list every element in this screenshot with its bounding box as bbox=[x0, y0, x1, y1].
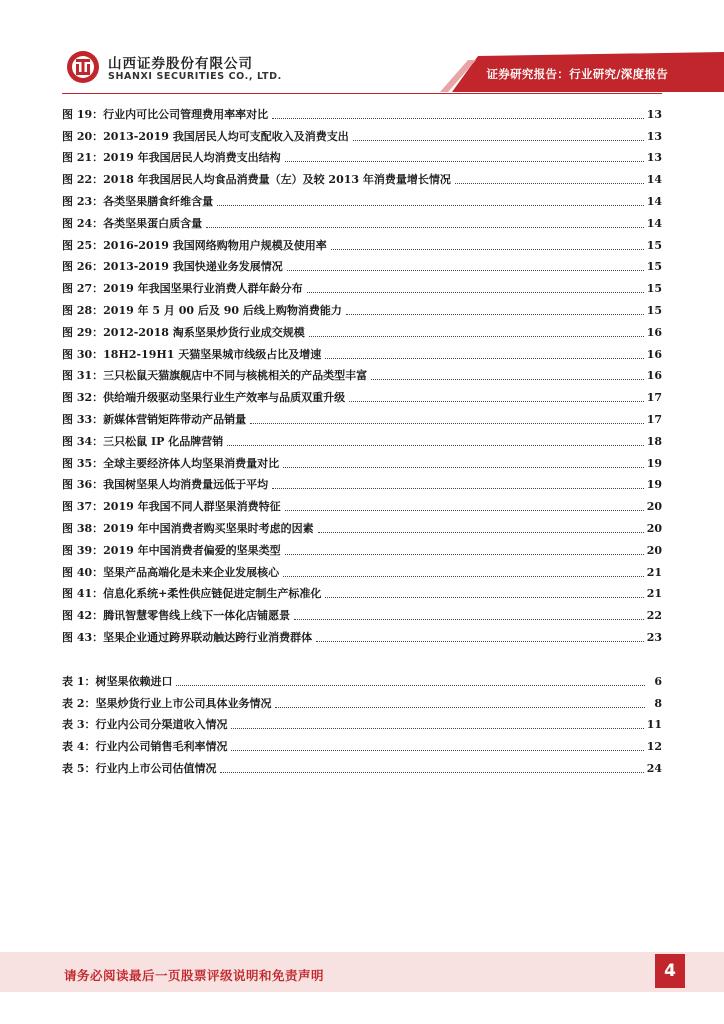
toc-page-number: 15 bbox=[646, 260, 662, 274]
toc-page-number: 13 bbox=[646, 107, 662, 121]
table-toc-entry[interactable] bbox=[62, 711, 662, 733]
toc-entry-title: 图 37：2019 年我国不同人群坚果消费特征 bbox=[62, 500, 281, 514]
figure-toc-entry[interactable] bbox=[62, 383, 662, 405]
toc-leader-dots bbox=[220, 772, 643, 773]
toc-leader-dots bbox=[206, 227, 644, 228]
figure-toc-entry[interactable] bbox=[62, 165, 662, 187]
toc-page-number: 24 bbox=[646, 761, 662, 775]
toc-page-number: 14 bbox=[646, 194, 662, 208]
toc-entry-title: 表 4：行业内公司销售毛利率情况 bbox=[62, 740, 228, 754]
toc-leader-dots bbox=[285, 161, 644, 162]
figure-toc-entry[interactable] bbox=[62, 514, 662, 536]
toc-page-number: 22 bbox=[646, 609, 662, 623]
toc-entry-title: 表 3：行业内公司分渠道收入情况 bbox=[62, 718, 228, 732]
toc-page-number: 15 bbox=[646, 303, 662, 317]
toc-page-number: 15 bbox=[646, 238, 662, 252]
toc-page-number: 19 bbox=[646, 478, 662, 492]
toc-entry-title: 图 29：2012-2018 淘系坚果炒货行业成交规模 bbox=[62, 325, 305, 339]
toc-leader-dots bbox=[272, 118, 644, 119]
toc-entry-title: 图 28：2019 年 5 月 00 后及 90 后线上购物消费能力 bbox=[62, 303, 342, 317]
company-name-en: SHANXI SECURITIES CO., LTD. bbox=[108, 71, 282, 82]
toc-leader-dots bbox=[283, 576, 644, 577]
toc-page-number: 16 bbox=[646, 347, 662, 361]
toc-entry-title: 图 27：2019 年我国坚果行业消费人群年龄分布 bbox=[62, 282, 303, 296]
toc-entry-title: 图 22：2018 年我国居民人均食品消费量（左）及较 2013 年消费量增长情况 bbox=[62, 173, 451, 187]
toc-leader-dots bbox=[316, 641, 644, 642]
toc-leader-dots bbox=[285, 554, 644, 555]
figure-toc-entry[interactable] bbox=[62, 187, 662, 209]
figure-toc-entry[interactable] bbox=[62, 536, 662, 558]
toc-leader-dots bbox=[455, 183, 644, 184]
toc-leader-dots bbox=[250, 423, 644, 424]
toc-entry-title: 图 39：2019 年中国消费者偏爱的坚果类型 bbox=[62, 543, 281, 557]
toc-page-number: 21 bbox=[646, 587, 662, 601]
toc-entry-title: 图 34：三只松鼠 IP 化品牌营销 bbox=[62, 434, 224, 448]
toc-page-number: 18 bbox=[646, 434, 662, 448]
toc-page-number: 12 bbox=[646, 740, 662, 754]
table-toc-entry[interactable] bbox=[62, 732, 662, 754]
toc-entry-title: 图 26：2013-2019 我国快递业务发展情况 bbox=[62, 260, 283, 274]
toc-entry-title: 图 24：各类坚果蛋白质含量 bbox=[62, 216, 203, 230]
toc-leader-dots bbox=[309, 336, 644, 337]
toc-entry-title: 图 25：2016-2019 我国网络购物用户规模及使用率 bbox=[62, 238, 327, 252]
toc-leader-dots bbox=[371, 379, 644, 380]
toc-leader-dots bbox=[331, 249, 644, 250]
toc-entry-title: 表 1：树坚果依赖进口 bbox=[62, 674, 173, 688]
table-toc-list bbox=[62, 667, 662, 776]
toc-entry-title: 图 23：各类坚果膳食纤维含量 bbox=[62, 194, 214, 208]
figure-toc-entry[interactable] bbox=[62, 122, 662, 144]
toc-leader-dots bbox=[231, 728, 643, 729]
toc-entry-title: 图 35：全球主要经济体人均坚果消费量对比 bbox=[62, 456, 280, 470]
figure-toc-entry[interactable] bbox=[62, 580, 662, 602]
figure-toc-entry[interactable] bbox=[62, 231, 662, 253]
toc-page-number: 20 bbox=[646, 521, 662, 535]
toc-page-number: 6 bbox=[654, 674, 662, 688]
toc-entry-title: 表 5：行业内上市公司估值情况 bbox=[62, 761, 217, 775]
figure-toc-entry[interactable] bbox=[62, 427, 662, 449]
toc-entry-title: 图 32：供给端升级驱动坚果行业生产效率与品质双重升级 bbox=[62, 391, 346, 405]
toc-page-number: 23 bbox=[646, 630, 662, 644]
figure-toc-entry[interactable] bbox=[62, 405, 662, 427]
toc-leader-dots bbox=[272, 488, 644, 489]
figure-toc-entry[interactable] bbox=[62, 449, 662, 471]
toc-leader-dots bbox=[325, 358, 643, 359]
figure-toc-entry[interactable] bbox=[62, 253, 662, 275]
toc-page-number: 15 bbox=[646, 282, 662, 296]
toc-entry-title: 图 33：新媒体营销矩阵带动产品销量 bbox=[62, 412, 247, 426]
figure-toc-entry[interactable] bbox=[62, 144, 662, 166]
toc-leader-dots bbox=[325, 597, 643, 598]
toc-leader-dots bbox=[346, 314, 644, 315]
figure-toc-entry[interactable] bbox=[62, 558, 662, 580]
toc-leader-dots bbox=[275, 707, 645, 708]
figure-toc-entry[interactable] bbox=[62, 362, 662, 384]
report-type-label: 证券研究报告：行业研究/深度报告 bbox=[486, 67, 668, 81]
figure-toc-entry[interactable] bbox=[62, 623, 662, 645]
toc-leader-dots bbox=[318, 532, 644, 533]
toc-entry-title: 图 30：18H2-19H1 天猫坚果城市线级占比及增速 bbox=[62, 347, 322, 361]
figure-toc-entry[interactable] bbox=[62, 492, 662, 514]
figure-toc-entry[interactable] bbox=[62, 318, 662, 340]
header-divider bbox=[62, 93, 662, 94]
toc-entry-title: 图 20：2013-2019 我国居民人均可支配收入及消费支出 bbox=[62, 129, 349, 143]
figure-toc-list bbox=[62, 100, 662, 645]
toc-entry-title: 图 36：我国树坚果人均消费量远低于平均 bbox=[62, 478, 269, 492]
page-header bbox=[0, 0, 724, 96]
toc-page-number: 13 bbox=[646, 151, 662, 165]
toc-page-number: 16 bbox=[646, 369, 662, 383]
figure-toc-entry[interactable] bbox=[62, 471, 662, 493]
toc-page-number: 20 bbox=[646, 543, 662, 557]
toc-leader-dots bbox=[307, 292, 644, 293]
toc-page-number: 20 bbox=[646, 500, 662, 514]
toc-page-number: 14 bbox=[646, 173, 662, 187]
figure-toc-entry[interactable] bbox=[62, 296, 662, 318]
toc-page-number: 13 bbox=[646, 129, 662, 143]
toc-leader-dots bbox=[176, 685, 645, 686]
toc-page-number: 19 bbox=[646, 456, 662, 470]
toc-leader-dots bbox=[227, 445, 643, 446]
footer-disclaimer: 请务必阅读最后一页股票评级说明和免责声明 bbox=[64, 968, 325, 983]
toc-page-number: 8 bbox=[654, 696, 662, 710]
toc-page-number: 17 bbox=[646, 412, 662, 426]
company-name-cn: 山西证券股份有限公司 bbox=[108, 56, 253, 72]
toc-leader-dots bbox=[285, 510, 644, 511]
figure-toc-entry[interactable] bbox=[62, 601, 662, 623]
toc-leader-dots bbox=[349, 401, 644, 402]
toc-entry-title: 图 19：行业内可比公司管理费用率率对比 bbox=[62, 107, 269, 121]
toc-leader-dots bbox=[294, 619, 644, 620]
toc-leader-dots bbox=[231, 750, 643, 751]
toc-page-number: 11 bbox=[646, 718, 662, 732]
toc-entry-title: 图 41：信息化系统+柔性供应链促进定制生产标准化 bbox=[62, 587, 322, 601]
toc-leader-dots bbox=[217, 205, 644, 206]
table-toc-entry[interactable] bbox=[62, 689, 662, 711]
table-toc-entry[interactable] bbox=[62, 667, 662, 689]
toc-leader-dots bbox=[287, 270, 644, 271]
toc-page-number: 14 bbox=[646, 216, 662, 230]
toc-leader-dots bbox=[353, 140, 644, 141]
toc-leader-dots bbox=[283, 467, 644, 468]
table-toc-entry[interactable] bbox=[62, 754, 662, 776]
figure-toc-entry[interactable] bbox=[62, 100, 662, 122]
toc-entry-title: 图 31：三只松鼠天猫旗舰店中不同与核桃相关的产品类型丰富 bbox=[62, 369, 368, 383]
toc-entry-title: 图 38：2019 年中国消费者购买坚果时考虑的因素 bbox=[62, 521, 314, 535]
toc-entry-title: 图 42：腾讯智慧零售线上线下一体化店铺愿景 bbox=[62, 609, 291, 623]
toc-entry-title: 表 2：坚果炒货行业上市公司具体业务情况 bbox=[62, 696, 272, 710]
figure-toc-entry[interactable] bbox=[62, 340, 662, 362]
toc-entry-title: 图 43：坚果企业通过跨界联动触达跨行业消费群体 bbox=[62, 630, 313, 644]
toc-page-number: 17 bbox=[646, 391, 662, 405]
toc-page-number: 21 bbox=[646, 565, 662, 579]
toc-entry-title: 图 21：2019 年我国居民人均消费支出结构 bbox=[62, 151, 281, 165]
page-number: 4 bbox=[655, 954, 685, 988]
toc-entry-title: 图 40：坚果产品高端化是未来企业发展核心 bbox=[62, 565, 280, 579]
figure-toc-entry[interactable] bbox=[62, 209, 662, 231]
figure-toc-entry[interactable] bbox=[62, 274, 662, 296]
toc-page-number: 16 bbox=[646, 325, 662, 339]
